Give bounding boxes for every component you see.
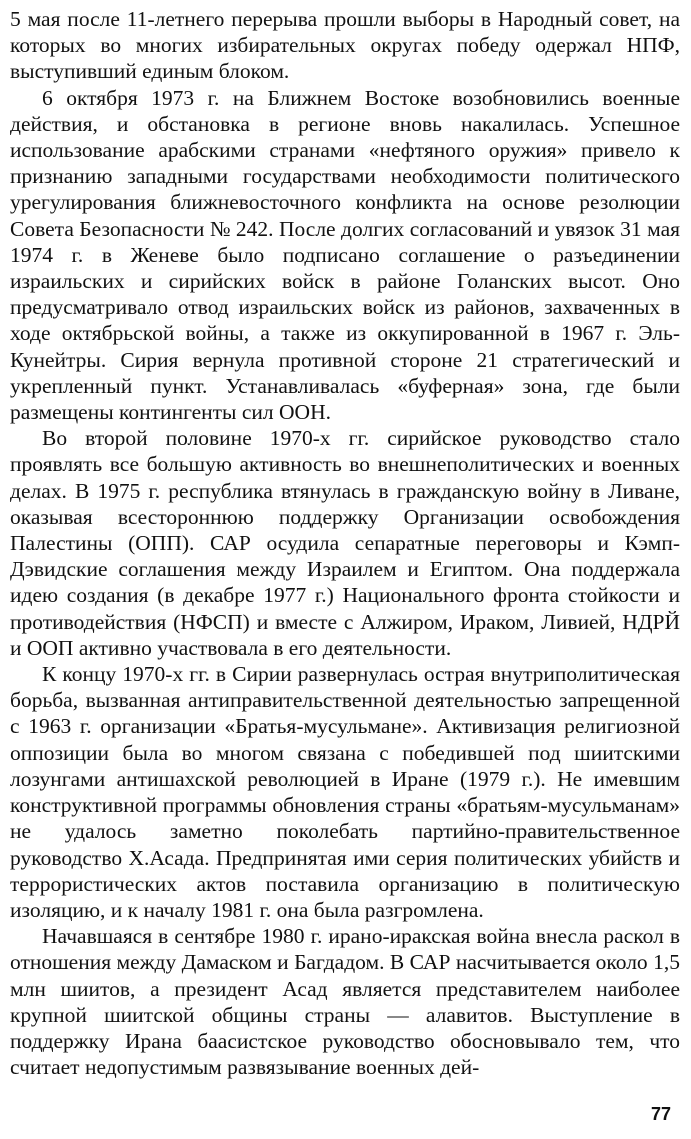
paragraph-1: 5 мая после 11-летнего перерыва прошли выборы в Народный совет, на которых во многих избирательных округах победу одержал НПФ, выступивший единым блоком. bbox=[10, 7, 680, 84]
body-text bbox=[10, 6, 680, 1080]
paragraph-5: Начавшаяся в сентябре 1980 г. ирано-иракская война внесла раскол в отношения между Дамаском и Багдадом. В САР насчитывается около 1,5 млн шиитов, а президент Асад является представителем наиболее крупной шиитской общины страны — алавитов. Выступление в поддержку Ирана баасистское руководство обосновывало тем, что считает недопустимым развязывание военных дей- bbox=[10, 924, 680, 1080]
page-number: 77 bbox=[650, 1104, 671, 1124]
paragraph-3: Во второй половине 1970-х гг. сирийское руководство стало проявлять все большую активность во внешнеполитических и военных делах. В 1975 г. республика втянулась в гражданскую войну в Ливане, оказывая всестороннюю поддержку Организации освобождения Палестины (ОПП). САР осудила сепаратные переговоры и Кэмп-Дэвидские соглашения между Израилем и Египтом. Она поддержала идею создания (в декабре 1977 г.) Национального фронта стойкости и противодействия (НФСП) и вместе с Алжиром, Ираком, Ливией, НДРЙ и ООП активно участвовала в его деятельности. bbox=[10, 426, 680, 660]
paragraph-2: 6 октября 1973 г. на Ближнем Востоке возобновились военные действия, и обстановка в регионе вновь накалилась. Успешное использование арабскими странами «нефтяного оружия» привело к признанию западными государствами необходимости политического урегулирования ближневосточного конфликта на основе резолюции Совета Безопасности № 242. После долгих согласований и увязок 31 мая 1974 г. в Женеве было подписано соглашение о разъединении израильских и сирийских войск в районе Голанских высот. Оно предусматривало отвод израильских войск из районов, захваченных в ходе октябрьской войны, а также из оккупированной в 1967 г. Эль-Кунейтры. Сирия вернула противной стороне 21 стратегический и укрепленный пункт. Устанавливалась «буферная» зона, где были размещены контингенты сил ООН. bbox=[10, 85, 680, 425]
paragraph-4: К концу 1970-х гг. в Сирии развернулась острая внутриполитическая борьба, вызванная антиправительственной деятельностью запрещенной с 1963 г. организации «Братья-мусульмане». Активизация религиозной оппозиции была во многом связана с победившей под шиитскими лозунгами антишахской революцией в Иране (1979 г.). Не имевшим конструктивной программы обновления страны «братьям-мусульманам» не удалось заметно поколебать партийно-правительственное руководство Х.Асада. Предпринятая ими серия политических убийств и террористических актов поставила организацию в политическую изоляцию, и к началу 1981 г. она была разгромлена. bbox=[10, 662, 680, 922]
